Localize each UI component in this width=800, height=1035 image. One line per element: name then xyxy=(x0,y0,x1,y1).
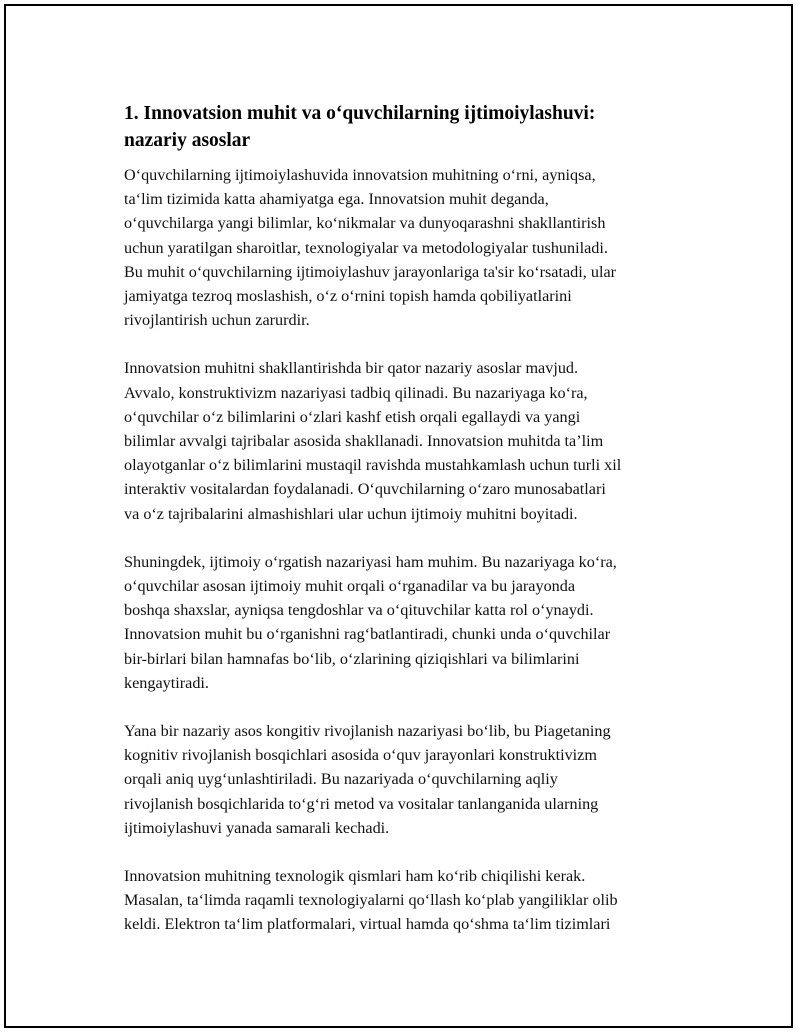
paragraph-line: keldi. Elektron ta‘lim platformalari, virtual hamda qo‘shma ta‘lim tizimlari xyxy=(124,915,611,934)
paragraph-line: ta‘lim tizimida katta ahamiyatga ega. Innovatsion muhit deganda, xyxy=(124,190,549,209)
paragraph-line: Yana bir nazariy asos kongitiv rivojlanish nazariyasi bo‘lib, bu Piagetaning xyxy=(124,722,611,741)
paragraph-line: interaktiv vositalardan foydalanadi. O‘quvchilarning o‘zaro munosabatlari xyxy=(124,480,606,499)
paragraph-line: kengaytiradi. xyxy=(124,673,209,692)
paragraph-line: kognitiv rivojlanish bosqichlari asosida o‘quv jarayonlari konstruktivizm xyxy=(124,746,597,765)
paragraph-line: olayotganlar o‘z bilimlarini mustaqil ravishda mustahkamlash uchun turli xil xyxy=(124,456,622,475)
section-heading xyxy=(124,100,699,154)
paragraph-line: Innovatsion muhitni shakllantirishda bir qator nazariy asoslar mavjud. xyxy=(124,359,579,378)
heading-line-1: 1. Innovatsion muhit va o‘quvchilarning ijtimoiylashuvi: xyxy=(124,103,596,124)
paragraph-5 xyxy=(124,864,699,937)
paragraph-line: jamiyatga tezroq moslashish, o‘z o‘rnini topish hamda qobiliyatlarini xyxy=(124,287,572,306)
paragraph-line: uchun yaratilgan sharoitlar, texnologiyalar va metodologiyalar tushuniladi. xyxy=(124,238,608,257)
paragraph-line: Innovatsion muhitning texnologik qismlari ham ko‘rib chiqilishi kerak. xyxy=(124,867,586,886)
document-body xyxy=(124,100,699,961)
paragraph-line: orqali aniq uyg‘unlashtiriladi. Bu nazariyada o‘quvchilarning aqliy xyxy=(124,770,558,789)
paragraph-line: o‘quvchilar asosan ijtimoiy muhit orqali o‘rganadilar va bu jarayonda xyxy=(124,577,576,596)
paragraph-line: o‘quvchilar o‘z bilimlarini o‘zlari kashf etish orqali egallaydi va yangi xyxy=(124,407,581,426)
paragraph-line: va o‘z tajribalarini almashishlari ular uchun ijtimoiy muhitni boyitadi. xyxy=(124,504,578,523)
paragraph-line: boshqa shaxslar, ayniqsa tengdoshlar va o‘qituvchilar katta rol o‘ynaydi. xyxy=(124,601,594,620)
heading-line-2: nazariy asoslar xyxy=(124,130,251,151)
paragraph-line: ijtimoiylashuvi yanada samarali kechadi. xyxy=(124,818,390,837)
paragraph-line: Shuningdek, ijtimoiy o‘rgatish nazariyasi ham muhim. Bu nazariyaga ko‘ra, xyxy=(124,552,617,571)
paragraph-line: Bu muhit o‘quvchilarning ijtimoiylashuv jarayonlariga ta'sir ko‘rsatadi, ular xyxy=(124,262,617,281)
paragraph-line: Masalan, ta‘limda raqamli texnologiyalarni qo‘llash ko‘plab yangiliklar olib xyxy=(124,891,618,910)
paragraph-line: O‘quvchilarning ijtimoiylashuvida innovatsion muhitning o‘rni, ayniqsa, xyxy=(124,166,596,184)
paragraph-line: bilimlar avvalgi tajribalar asosida shakllanadi. Innovatsion muhitda ta’lim xyxy=(124,432,604,451)
paragraph-line: rivojlanish bosqichlarida to‘g‘ri metod va vositalar tanlanganida ularning xyxy=(124,794,599,813)
paragraph-2 xyxy=(124,356,699,525)
paragraph-line: Innovatsion muhit bu o‘rganishni rag‘batlantiradi, chunki unda o‘quvchilar xyxy=(124,625,611,644)
paragraph-3 xyxy=(124,550,699,695)
paragraph-1 xyxy=(124,163,699,332)
page-frame xyxy=(4,4,793,1028)
paragraph-line: o‘quvchilarga yangi bilimlar, ko‘nikmalar va dunyoqarashni shakllantirish xyxy=(124,214,606,233)
paragraph-line: rivojlantirish uchun zarurdir. xyxy=(124,311,310,330)
paragraph-4 xyxy=(124,719,699,840)
paragraph-line: Avvalo, konstruktivizm nazariyasi tadbiq qilinadi. Bu nazariyaga ko‘ra, xyxy=(124,383,588,402)
paragraph-line: bir-birlari bilan hamnafas bo‘lib, o‘zlarining qiziqishlari va bilimlarini xyxy=(124,649,580,668)
